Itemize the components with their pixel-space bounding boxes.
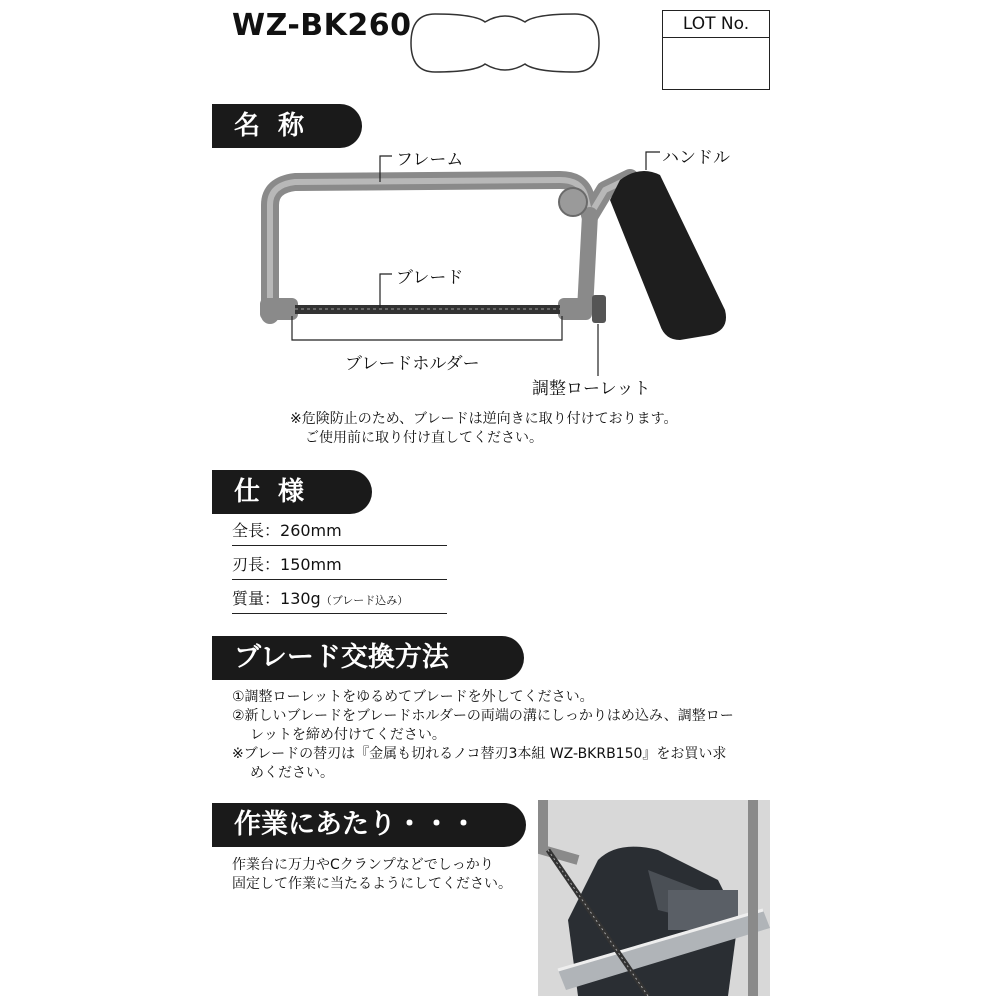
step-1: ①調整ローレットをゆるめてブレードを外してください。 [232,689,594,705]
step-2-cont: レットを締め付けてください。 [250,727,446,743]
caution-note-line1: ※危険防止のため、ブレードは逆向きに取り付けております。 [290,411,678,427]
specs-section-header: 仕様 [212,470,372,514]
spec-row-weight [232,585,447,614]
spec-value: 130g [280,589,321,608]
spec-value: 150mm [280,555,342,574]
label-blade: ブレード [396,268,464,288]
caution-note-line2: ご使用前に取り付け直してください。 [305,430,543,446]
spec-label: 刃長： [232,555,281,574]
replace-section-header: ブレード交換方法 [212,636,524,680]
hang-hole-outline [405,8,605,78]
spec-row-blade-length [232,551,447,580]
spec-extra: （ブレード込み） [320,594,409,607]
replacement-note: ※ブレードの替刃は『金属も切れるノコ替刃3本組 WZ-BKRB150』をお買い求 [232,746,727,762]
label-blade-holder: ブレードホルダー [345,354,480,374]
work-instructions [232,856,512,894]
spec-value: 260mm [280,521,342,540]
label-frame: フレーム [396,150,464,170]
replacement-note-cont: めください。 [250,765,334,781]
lot-label: LOT No. [663,11,769,38]
spec-row-length [232,517,447,546]
usage-photo [538,800,770,996]
step-2: ②新しいブレードをブレードホルダーの両端の溝にしっかりはめ込み、調整ロー [232,708,734,724]
label-knurl: 調整ローレット [532,379,651,399]
label-handle: ハンドル [662,148,730,168]
model-number: WZ-BK260 [232,8,412,43]
work-section-header: 作業にあたり・・・ [212,803,526,847]
names-section-header: 名称 [212,104,362,148]
hacksaw-illustration [240,140,740,400]
work-line-1: 作業台に万力やCクランプなどでしっかり [232,857,494,873]
spec-label: 質量： [232,589,281,608]
lot-number-box [662,10,770,90]
work-line-2: 固定して作業に当たるようにしてください。 [232,876,512,892]
spec-label: 全長： [232,521,281,540]
replace-steps [232,688,792,783]
